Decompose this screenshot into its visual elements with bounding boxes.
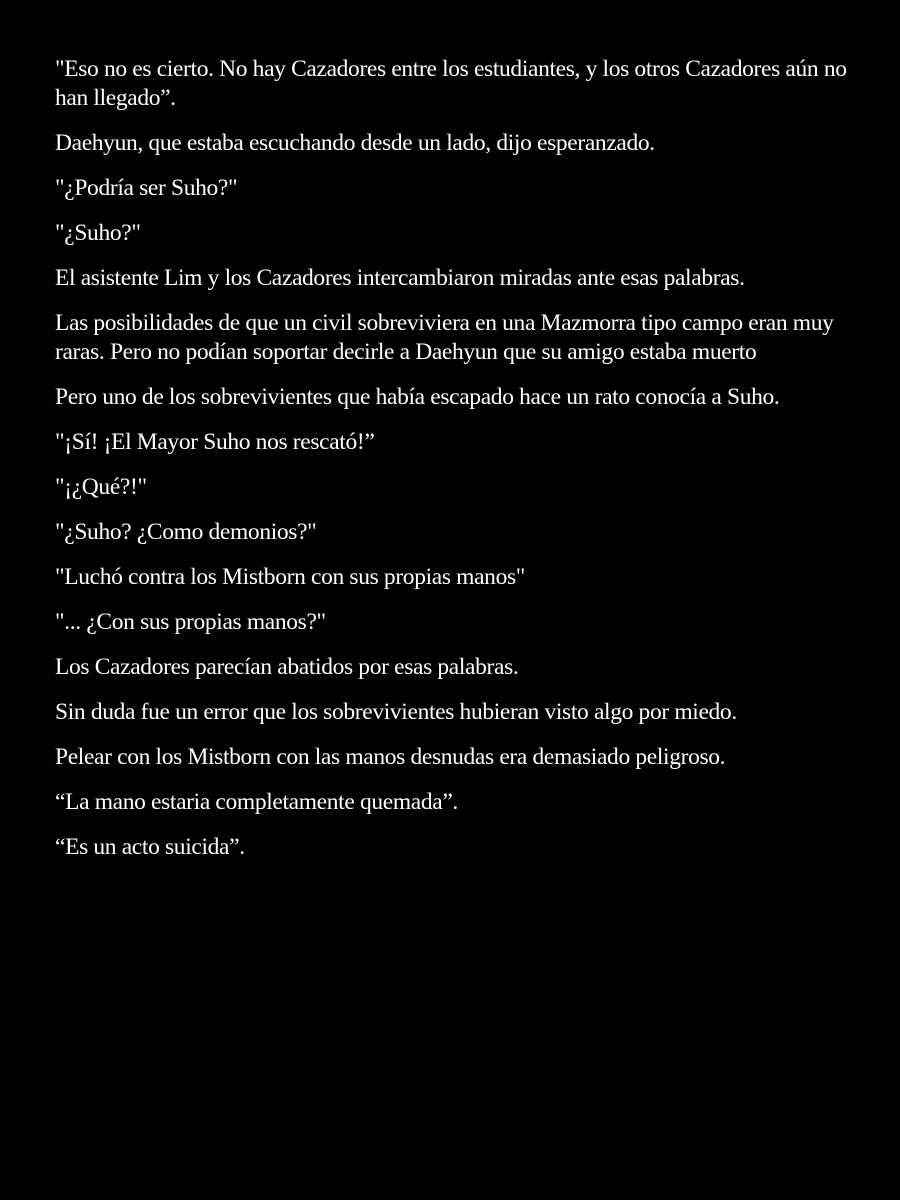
paragraph: "... ¿Con sus propias manos?" bbox=[55, 609, 326, 635]
paragraph: "Eso no es cierto. No hay Cazadores entre los estudiantes, y los otros Cazadores aún no han llegado”. bbox=[55, 56, 847, 111]
paragraph: "¡Sí! ¡El Mayor Suho nos rescató!” bbox=[55, 429, 375, 455]
paragraph: Daehyun, que estaba escuchando desde un lado, dijo esperanzado. bbox=[55, 130, 655, 156]
paragraph: Las posibilidades de que un civil sobreviviera en una Mazmorra tipo campo eran muy raras. Pero no podían soportar decirle a Daehyun que su amigo estaba muerto bbox=[55, 310, 834, 365]
paragraph: "¿Suho?" bbox=[55, 220, 141, 246]
document-page bbox=[55, 55, 855, 878]
paragraph: Pelear con los Mistborn con las manos desnudas era demasiado peligroso. bbox=[55, 744, 726, 770]
paragraph: "¿Suho? ¿Como demonios?" bbox=[55, 519, 317, 545]
paragraph: Sin duda fue un error que los sobrevivientes hubieran visto algo por miedo. bbox=[55, 699, 737, 725]
paragraph: “Es un acto suicida”. bbox=[55, 834, 245, 860]
paragraph: El asistente Lim y los Cazadores intercambiaron miradas ante esas palabras. bbox=[55, 265, 745, 291]
paragraph: Los Cazadores parecían abatidos por esas palabras. bbox=[55, 654, 519, 680]
paragraph: "Luchó contra los Mistborn con sus propias manos" bbox=[55, 564, 526, 590]
paragraph: Pero uno de los sobrevivientes que había escapado hace un rato conocía a Suho. bbox=[55, 384, 780, 410]
paragraph: “La mano estaria completamente quemada”. bbox=[55, 789, 458, 815]
paragraph: "¿Podría ser Suho?" bbox=[55, 175, 238, 201]
paragraph: "¡¿Qué?!" bbox=[55, 474, 147, 500]
